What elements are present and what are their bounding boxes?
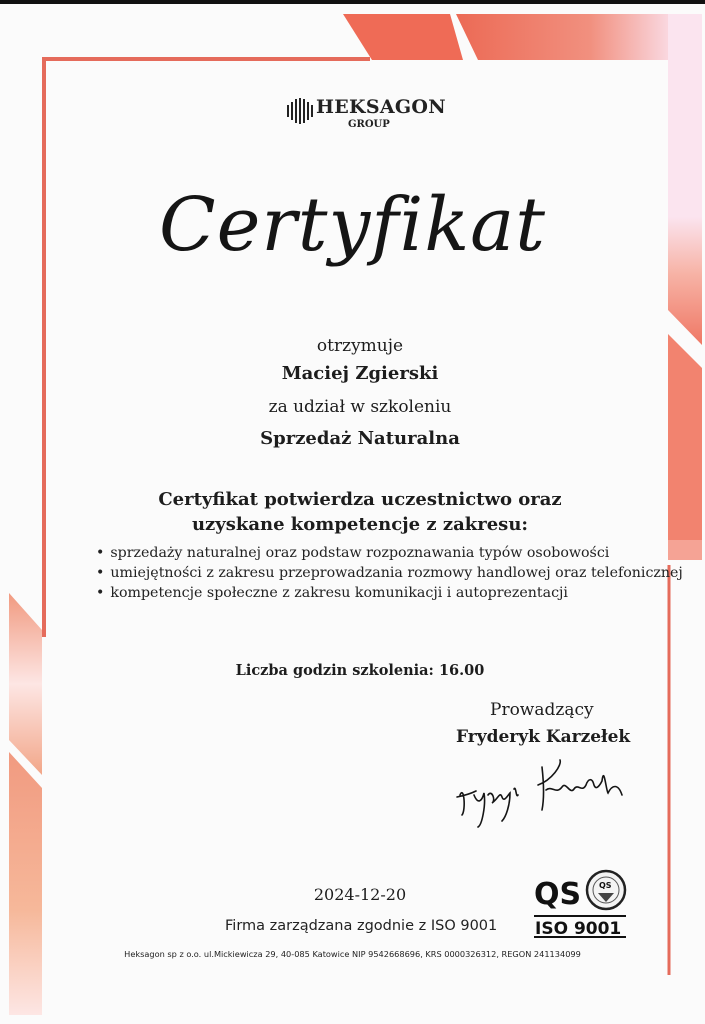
competency-item: • sprzedaży naturalnej oraz podstaw rozpoznawania typów osobowości	[96, 543, 683, 563]
qs-iso-9001-badge	[532, 868, 628, 938]
competency-item: • umiejętności z zakresu przeprowadzania rozmowy handlowej oraz telefonicznej	[96, 563, 683, 583]
receives-label: otrzymuje	[316, 336, 404, 356]
competencies-list	[96, 543, 683, 603]
trainer-label: Prowadzący	[490, 700, 594, 720]
confirmation-statement: Certyfikat potwierdza uczestnictwo oraz uzyskane kompetencje z zakresu:	[158, 489, 562, 535]
iso-statement: Firma zarządzana zgodnie z ISO 9001	[225, 918, 498, 934]
qs-mark: QS	[534, 877, 582, 912]
hexagon-bars-icon	[286, 98, 314, 124]
iso-standard: ISO 9001	[535, 919, 622, 938]
logo-name: HEKSAGON	[316, 96, 446, 118]
competency-item: • kompetencje społeczne z zakresu komunikacji i autoprezentacji	[96, 583, 683, 603]
training-hours: Liczba godzin szkolenia: 16.00	[235, 662, 485, 679]
course-name: Sprzedaż Naturalna	[260, 428, 460, 449]
company-details: Heksagon sp z o.o. ul.Mickiewicza 29, 40-085 Katowice NIP 9542668696, KRS 0000326312, REGON 241134099	[124, 949, 581, 959]
recipient-name: Maciej Zgierski	[281, 363, 439, 384]
trainer-signature	[452, 755, 632, 835]
issue-date: 2024-12-20	[313, 885, 407, 904]
svg-text:QS: QS	[599, 881, 612, 890]
trainer-name: Fryderyk Karzełek	[456, 727, 631, 747]
certificate-title: Certyfikat	[158, 182, 547, 268]
logo-subtitle: GROUP	[348, 119, 390, 130]
participation-label: za udział w szkoleniu	[268, 397, 452, 417]
heksagon-logo	[286, 96, 446, 140]
